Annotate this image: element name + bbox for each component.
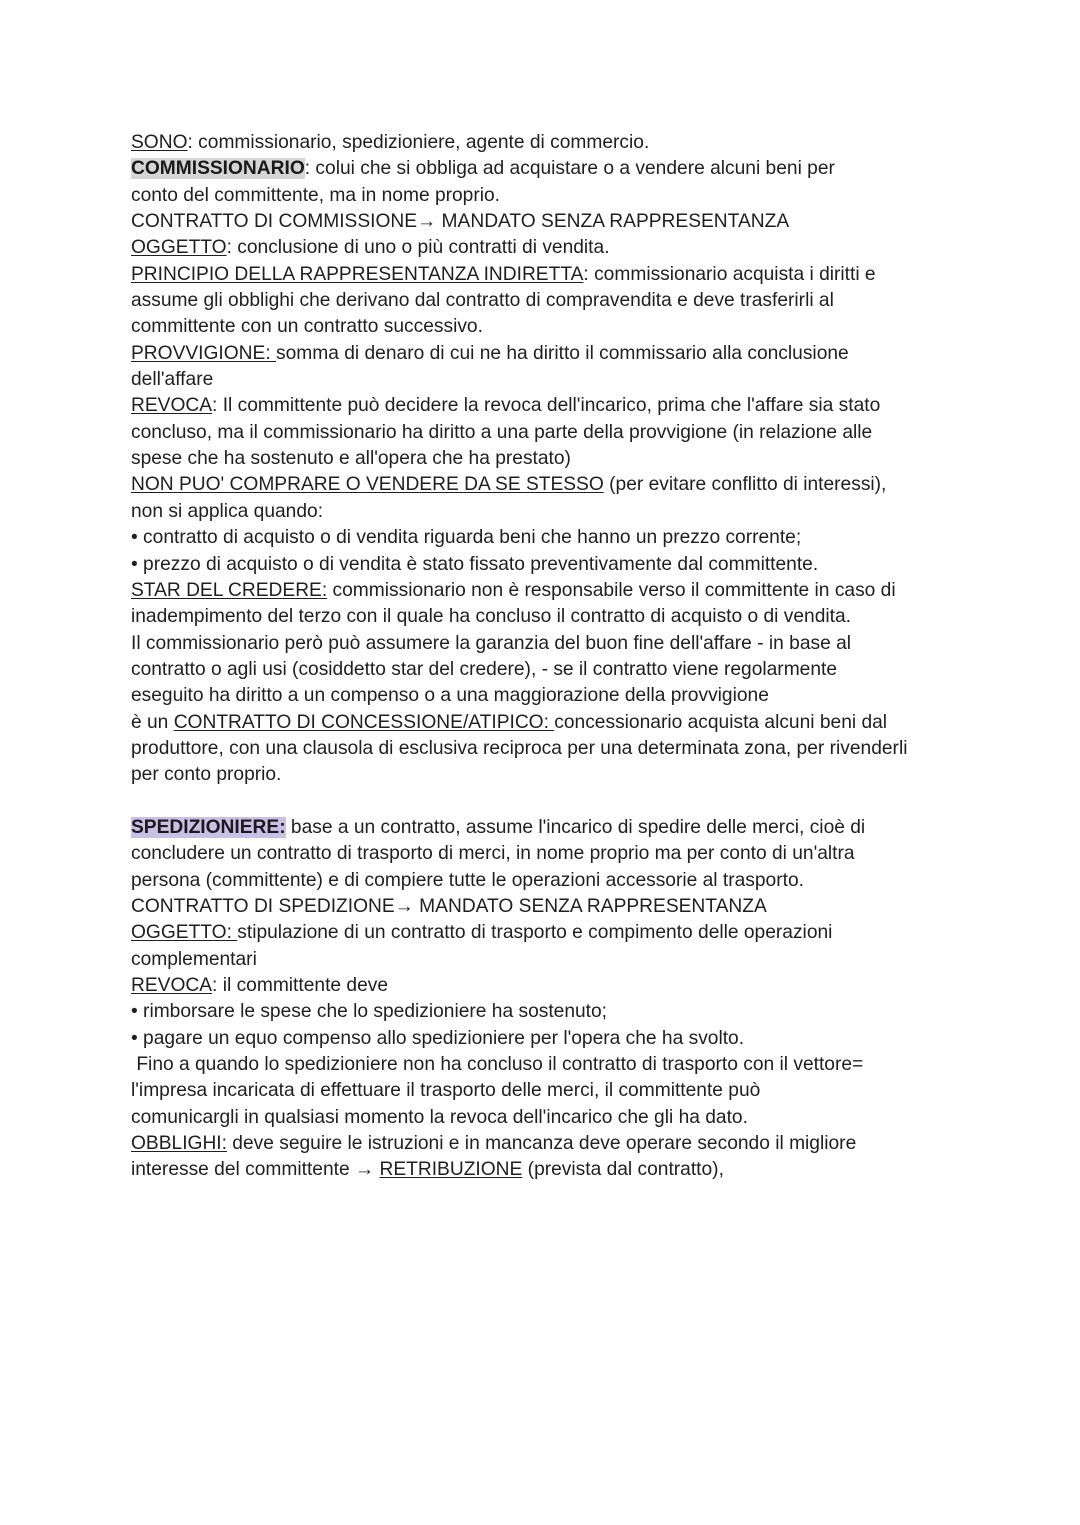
term-obblighi: OBBLIGHI: (131, 1133, 227, 1155)
text-line: comunicargli in qualsiasi momento la revoca dell'incarico che gli ha dato. (131, 1106, 748, 1128)
line-spedizioniere: SPEDIZIONIERE: base a un contratto, assume l'incarico di spedire delle merci, cioè di (131, 816, 866, 838)
line-sono: SONO: commissionario, spedizioniere, agente di commercio. (131, 132, 650, 153)
text-line: concluso, ma il commissionario ha diritto a una parte della provvigione (in relazione alle (131, 421, 873, 443)
text-line: Il commissionario però può assumere la garanzia del buon fine dell'affare - in base al (131, 632, 852, 654)
text-line: CONTRATTO DI COMMISSIONE→ MANDATO SENZA RAPPRESENTANZA (131, 211, 790, 233)
text-line: persona (committente) e di compiere tutte le operazioni accessorie al trasporto. (131, 869, 804, 891)
text-line: non si applica quando: (131, 500, 324, 522)
term-revoca: REVOCA (131, 975, 213, 996)
text-line: dell'affare (131, 369, 214, 391)
text-line: Fino a quando lo spedizioniere non ha concluso il contratto di trasporto con il vettore= (131, 1054, 864, 1076)
text-line: produttore, con una clausola di esclusiva reciproca per una determinata zona, per rivenderli (131, 737, 908, 759)
term-sono: SONO (131, 132, 188, 153)
notes-body (131, 130, 951, 1184)
line-principio: PRINCIPIO DELLA RAPPRESENTANZA INDIRETTA: commissionario acquista i diritti e (131, 263, 876, 285)
term-provvigione: PROVVIGIONE: (131, 342, 277, 364)
text-line: eseguito ha diritto a un compenso o a una maggiorazione della provvigione (131, 685, 769, 707)
heading-spedizioniere: SPEDIZIONIERE: (131, 816, 286, 838)
bullet-item: • contratto di acquisto o di vendita riguarda beni che hanno un prezzo corrente; (131, 527, 802, 549)
line-revoca: REVOCA: Il committente può decidere la revoca dell'incarico, prima che l'affare sia stato (131, 395, 881, 417)
text-line: contratto o agli usi (cosiddetto star del credere), - se il contratto viene regolarmente (131, 658, 838, 680)
text-line: committente con un contratto successivo. (131, 316, 483, 338)
text-line: assume gli obblighi che derivano dal contratto di compravendita e deve trasferirli al (131, 290, 834, 312)
line-star-del-credere: STAR DEL CREDERE: commissionario non è responsabile verso il committente in caso di (131, 579, 896, 601)
line-provvigione: PROVVIGIONE: somma di denaro di cui ne ha diritto il commissario alla conclusione (131, 342, 849, 364)
bullet-item: • pagare un equo compenso allo spedizioniere per l'opera che ha svolto. (131, 1027, 745, 1049)
text-line: inadempimento del terzo con il quale ha concluso il contratto di acquisto o di vendita. (131, 606, 851, 628)
text-line: complementari (131, 948, 257, 970)
term-principio: PRINCIPIO DELLA RAPPRESENTANZA INDIRETTA (131, 263, 584, 285)
heading-commissionario: COMMISSIONARIO (131, 158, 305, 180)
term-retribuzione: RETRIBUZIONE (379, 1159, 523, 1181)
bullet-item: • prezzo di acquisto o di vendita è stato fissato preventivamente dal committente. (131, 553, 819, 575)
line-revoca-spedizione: REVOCA: il committente deve (131, 975, 389, 996)
term-oggetto: OGGETTO: (131, 922, 238, 944)
term-non-puo: NON PUO' COMPRARE O VENDERE DA SE STESSO (131, 474, 604, 496)
text-line: concludere un contratto di trasporto di merci, in nome proprio ma per conto di un'altra (131, 843, 855, 865)
term-star-del-credere: STAR DEL CREDERE: (131, 579, 328, 601)
term-oggetto: OGGETTO (131, 237, 227, 259)
text-line: conto del committente, ma in nome proprio. (131, 184, 501, 206)
text-line: per conto proprio. (131, 764, 282, 786)
line-obblighi: OBBLIGHI: deve seguire le istruzioni e in mancanza deve operare secondo il migliore (131, 1133, 857, 1155)
text-line: l'impresa incaricata di effettuare il trasporto delle merci, il committente può (131, 1080, 761, 1102)
line-non-puo: NON PUO' COMPRARE O VENDERE DA SE STESSO (per evitare conflitto di interessi), (131, 474, 887, 496)
line-retribuzione: interesse del committente → RETRIBUZIONE (prevista dal contratto), (131, 1159, 724, 1181)
term-concessione: CONTRATTO DI CONCESSIONE/ATIPICO: (173, 711, 555, 733)
text-line: spese che ha sostenuto e all'opera che ha prestato) (131, 448, 571, 470)
text-line: CONTRATTO DI SPEDIZIONE→ MANDATO SENZA RAPPRESENTANZA (131, 895, 767, 917)
line-commissionario: COMMISSIONARIO: colui che si obbliga ad acquistare o a vendere alcuni beni per (131, 158, 835, 180)
bullet-item: • rimborsare le spese che lo spedizioniere ha sostenuto; (131, 1001, 608, 1023)
line-concessione: è un CONTRATTO DI CONCESSIONE/ATIPICO: concessionario acquista alcuni beni dal (131, 711, 888, 733)
paragraph-gap (131, 789, 951, 815)
line-oggetto-spedizione: OGGETTO: stipulazione di un contratto di trasporto e compimento delle operazioni (131, 922, 833, 944)
term-revoca: REVOCA (131, 395, 213, 417)
line-oggetto: OGGETTO: conclusione di uno o più contratti di vendita. (131, 237, 610, 259)
